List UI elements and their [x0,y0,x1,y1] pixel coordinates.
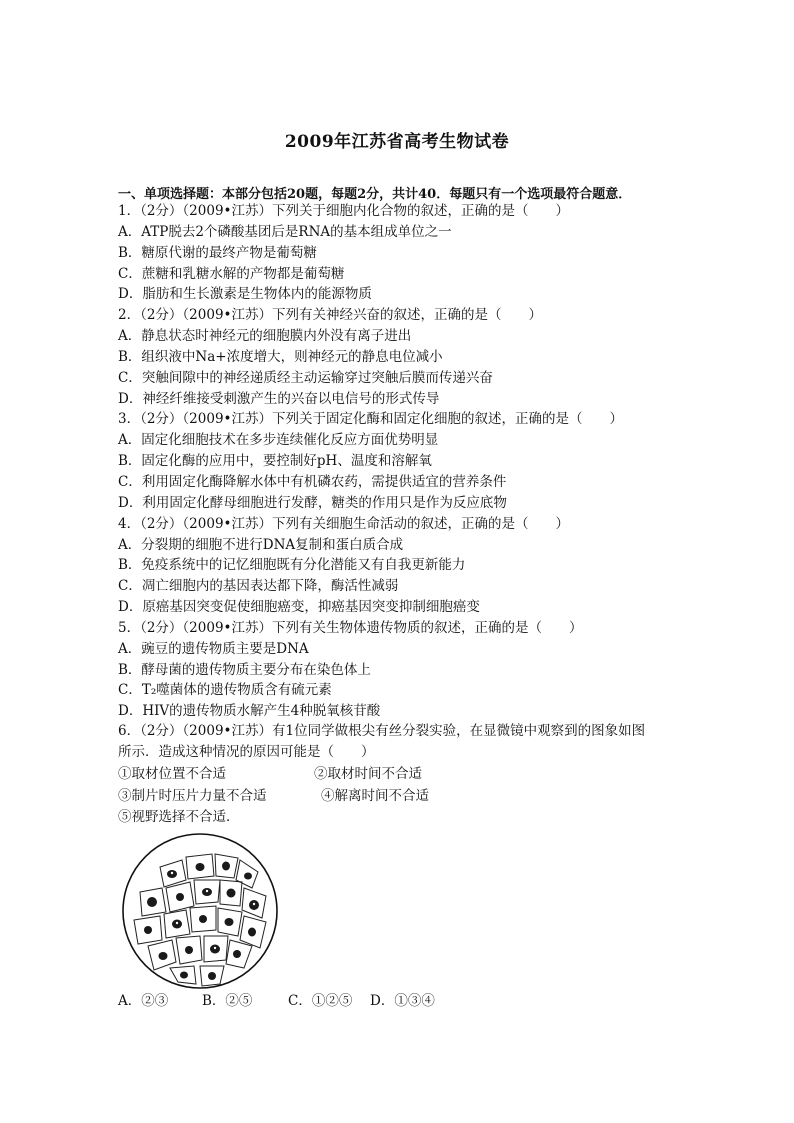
question-2-stem: 2．（2分）（2009•江苏）下列有关神经兴奋的叙述，正确的是（ ） [118,307,542,324]
question-2-option-a: A．静息状态时神经元的细胞膜内外没有离子进出 [118,328,412,345]
reason-3: ③制片时压片力量不合适 [118,787,267,804]
question-5-option-a: A．豌豆的遗传物质主要是DNA [118,640,309,657]
question-2-option-c: C．突触间隙中的神经递质经主动运输穿过突触后膜而传递兴奋 [118,369,493,386]
question-4-option-d: D．原癌基因突变促使细胞癌变，抑癌基因突变抑制细胞癌变 [118,599,480,616]
question-2-option-d: D．神经纤维接受刺激产生的兴奋以电信号的形式传导 [118,390,440,407]
question-4-option-b: B．免疫系统中的记忆细胞既有分化潜能又有自我更新能力 [118,557,466,574]
question-4-option-c: C．凋亡细胞内的基因表达都下降，酶活性减弱 [118,578,399,595]
answer-b: B．②⑤ [202,993,253,1009]
question-3-stem: 3．（2分）（2009•江苏）下列关于固定化酶和固定化细胞的叙述，正确的是（ ） [118,411,623,428]
reason-1: ①取材位置不合适 [118,766,226,782]
questions-1-5 [118,201,698,722]
question-5-option-b: B．酵母菌的遗传物质主要分布在染色体上 [118,661,371,678]
question-3-option-d: D．利用固定化酵母细胞进行发酵，糖类的作用只是作为反应底物 [118,494,507,511]
question-6-reasons [118,764,518,829]
page-title: 2009年江苏省高考生物试卷 [284,132,510,152]
question-6-stem-line-1: 6．（2分）（2009•江苏）有1位同学做根尖有丝分裂实验，在显微镜中观察到的图象如图 [118,723,646,739]
question-6-stem-line-2: 所示．造成这种情况的原因可能是（ ） [118,743,375,760]
question-1-option-a: A．ATP脱去2个磷酸基团后是RNA的基本组成单位之一 [118,223,452,240]
question-3-option-b: B．固定化酶的应用中，要控制好pH、温度和溶解氧 [118,453,432,470]
section-heading: 一、单项选择题：本部分包括20题，每题2分，共计40．每题只有一个选项最符合题意． [118,187,632,202]
question-4-option-a: A．分裂期的细胞不进行DNA复制和蛋白质合成 [118,536,404,553]
answer-a: A．②③ [118,993,169,1009]
question-1-option-d: D．脂肪和生长激素是生物体内的能源物质 [118,286,372,303]
question-5-option-d: D．HIV的遗传物质水解产生4种脱氧核苷酸 [118,703,381,720]
question-1-option-c: C．蔗糖和乳糖水解的产物都是葡萄糖 [118,265,345,282]
question-4-stem: 4．（2分）（2009•江苏）下列有关细胞生命活动的叙述，正确的是（ ） [118,515,569,532]
reason-5: ⑤视野选择不合适． [118,809,240,825]
question-6 [118,721,698,763]
question-1-option-b: B．糖原代谢的最终产物是葡萄糖 [118,244,317,261]
answer-d: D．①③④ [370,993,435,1009]
question-3-option-c: C．利用固定化酶降解水体中有机磷农药，需提供适宜的营养条件 [118,473,507,490]
question-2-option-b: B．组织液中Na+浓度增大，则神经元的静息电位减小 [118,348,443,365]
question-1-stem: 1．（2分）（2009•江苏）下列关于细胞内化合物的叙述，正确的是（ ） [118,203,569,219]
question-3-option-a: A．固定化细胞技术在多步连续催化反应方面优势明显 [118,432,439,449]
answer-c: C．①②⑤ [288,993,353,1009]
question-5-stem: 5．（2分）（2009•江苏）下列有关生物体遗传物质的叙述，正确的是（ ） [118,619,583,636]
reason-2: ②取材时间不合适 [314,766,422,782]
microscope-field-figure [120,832,280,992]
reason-4: ④解离时间不合适 [321,787,429,804]
question-5-option-c: C．T₂噬菌体的遗传物质含有硫元素 [118,682,332,699]
microscope-field-drawing [120,832,280,992]
